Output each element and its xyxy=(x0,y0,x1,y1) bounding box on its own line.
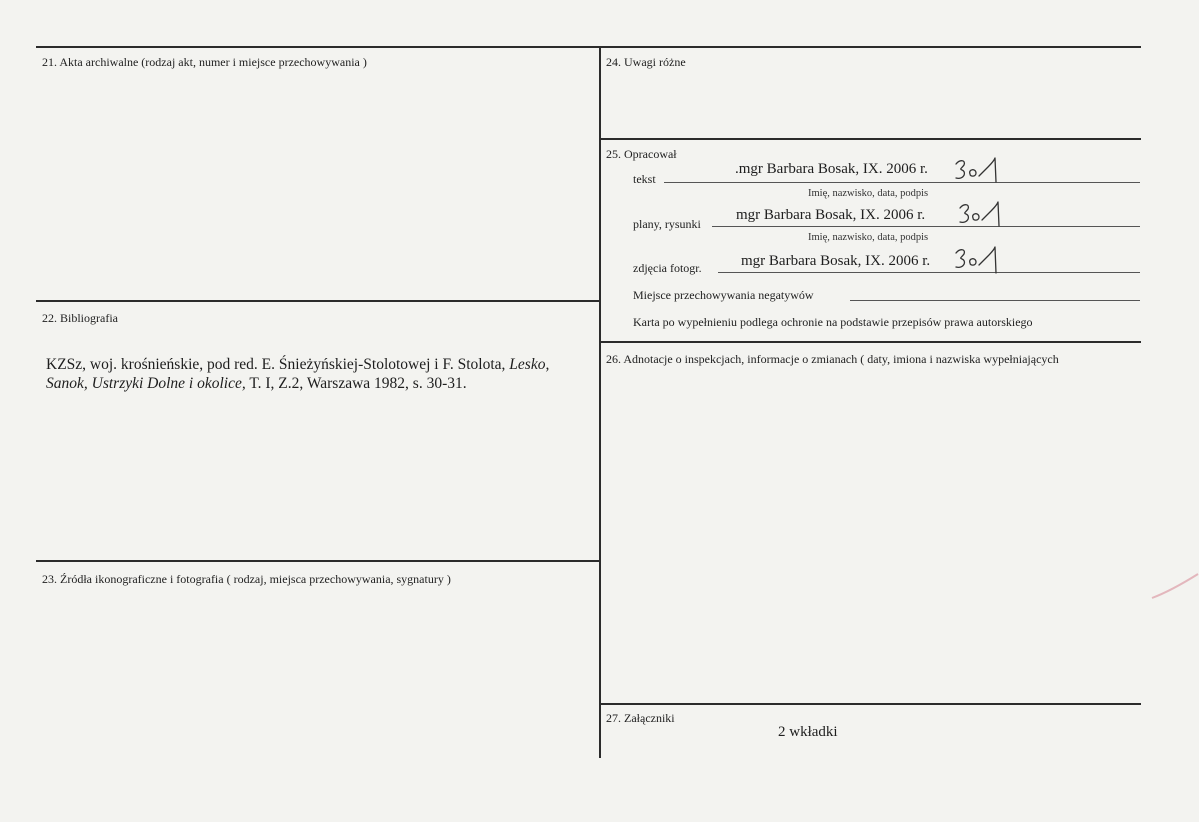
signature-3 xyxy=(952,244,1002,276)
top-rule xyxy=(36,46,1141,48)
bibliography-entry xyxy=(46,355,594,393)
section-24-label: 24. Uwagi różne xyxy=(606,55,686,69)
section-22-label: 22. Bibliografia xyxy=(42,311,118,325)
section-21-label: 21. Akta archiwalne (rodzaj akt, numer i miejsce przechowywania ) xyxy=(42,55,367,69)
row-zdjecia-value: mgr Barbara Bosak, IX. 2006 r. xyxy=(741,253,931,269)
section-27-label: 27. Załączniki xyxy=(606,711,675,725)
copyright-note: Karta po wypełnieniu podlega ochronie na podstawie przepisów prawa autorskiego xyxy=(633,315,1033,329)
row-tekst-label: tekst xyxy=(633,172,656,186)
caption-1: Imię, nazwisko, data, podpis xyxy=(808,188,929,199)
row-plany-line xyxy=(712,226,1140,227)
row-tekst-line xyxy=(664,182,1140,183)
attachments-value: 2 wkładki xyxy=(778,724,838,740)
section-25-label: 25. Opracował xyxy=(606,147,677,161)
negatives-line xyxy=(850,300,1140,301)
signature-2 xyxy=(956,200,1006,230)
bibliography-title: Lesko, Sanok, Ustrzyki Dolne i okolice, xyxy=(46,356,550,392)
caption-2: Imię, nazwisko, data, podpis xyxy=(808,232,929,243)
rule-21-22 xyxy=(36,300,600,302)
bibliography-text-1: KZSz, woj. krośnieńskie, pod red. E. Śnieżyńskiej-Stolotowej i F. Stolota, xyxy=(46,356,510,373)
negatives-label: Miejsce przechowywania negatywów xyxy=(633,288,814,302)
row-zdjecia-label: zdjęcia fotogr. xyxy=(633,261,702,275)
center-divider xyxy=(599,46,601,758)
section-23-label: 23. Źródła ikonograficzne i fotografia ( rodzaj, miejsca przechowywania, sygnatury ) xyxy=(42,572,451,586)
bibliography-text-2: T. I, Z.2, Warszawa 1982, s. 30-31. xyxy=(245,375,467,392)
section-26-label: 26. Adnotacje o inspekcjach, informacje o zmianach ( daty, imiona i nazwiska wypełniających xyxy=(606,352,1059,366)
row-zdjecia-line xyxy=(718,272,1140,273)
scan-edge-mark xyxy=(1150,570,1199,600)
rule-24-25 xyxy=(600,138,1141,140)
row-plany-value: mgr Barbara Bosak, IX. 2006 r. xyxy=(736,207,926,223)
row-tekst-value: .mgr Barbara Bosak, IX. 2006 r. xyxy=(735,161,928,177)
rule-26-27 xyxy=(600,703,1141,705)
rule-22-23 xyxy=(36,560,600,562)
rule-25-26 xyxy=(600,341,1141,343)
signature-1 xyxy=(952,155,1002,185)
row-plany-label: plany, rysunki xyxy=(633,217,701,231)
